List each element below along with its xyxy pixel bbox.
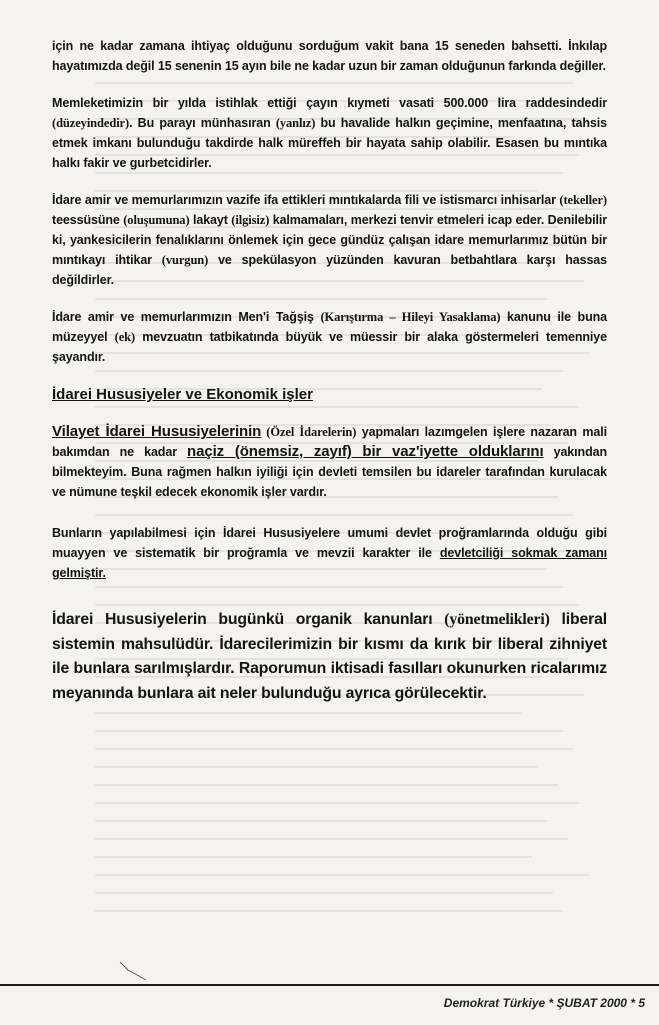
paragraph-2-gloss: (yanlız) <box>275 116 316 130</box>
paragraph-5-underlined-text: Vilayet İdarei Hususiyelerinin <box>52 423 262 440</box>
paragraph-4-text: İdare amir ve memurlarımızın Men'i Tağşiş <box>52 310 321 324</box>
paragraph-2 <box>52 93 607 173</box>
paragraph-7-text: liberal sistemin mahsulüdür. İdarecilerimizin bir kısmı da kırık bir liberal zihniyet ile bunlara sarılmışlardır. Raporumun iktisadi fasılları okunurken ricalarımız meyanında bunlara ait neler bulunduğu ayrıca görülecektir. <box>52 611 607 702</box>
paragraph-3-gloss: (vurgun) <box>161 253 209 267</box>
paragraph-6-text: Bunların yapılabilmesi için İdarei Hususiyelere umumi devlet proğramlarında olduğu gibi muayyen ve sistematik bir proğramla ve mevzii karakter ile <box>52 526 607 560</box>
paragraph-6-underlined-text: devletciliği sokmak zamanı gelmiştir. <box>52 546 607 580</box>
paragraph-4 <box>52 307 607 367</box>
paragraph-3-text: teessüsüne <box>52 213 124 227</box>
paragraph-5-underlined-text: naçiz (önemsiz, zayıf) bir vaz'iyette olduklarını <box>187 443 544 460</box>
paragraph-7-text: İdarei Hususiyelerin bugünkü organik kanunları <box>52 611 445 628</box>
paragraph-1-text: için ne kadar zamana ihtiyaç olduğunu sorduğum vakit bana 15 seneden bahsetti. İnkılap hayatımızda değil 15 senenin 15 ayın bile ne kadar uzun bir zaman olduğunun farkında değiller. <box>52 39 607 73</box>
paragraph-3-gloss: (ilgisiz) <box>231 213 270 227</box>
paragraph-2-text: bu havalide halkın geçimine, menfaatına, tahsis etmek imkanı bulunduğu takdirde halk müreffeh bir hayata sahip olabilir. Esasen bu mıntıka halkı fakir ve gurbetcidirler. <box>52 116 607 170</box>
paragraph-3-text: İdare amir ve memurlarımızın vazife ifa ettikleri mıntıkalarda fili ve istismarcı inhisarlar <box>52 193 560 207</box>
paragraph-7 <box>52 608 607 706</box>
paragraph-5 <box>52 422 607 502</box>
pen-mark <box>118 960 148 982</box>
article-body <box>52 36 607 706</box>
section-heading: İdarei Hususiyeler ve Ekonomik işler <box>52 386 313 403</box>
paragraph-4-gloss: (Karıştırma – Hileyi Yasaklama) <box>320 310 501 324</box>
paragraph-6 <box>52 523 607 583</box>
paragraph-3-text: ve spekülasyon yüzünden kavuran betbahtlara karşı hassas değildirler. <box>52 253 607 287</box>
page-footer: Demokrat Türkiye * ŞUBAT 2000 * 5 <box>443 996 645 1010</box>
paragraph-3 <box>52 190 607 290</box>
paragraph-2-text: Memleketimizin bir yılda istihlak ettiği çayın kıymeti vasati 500.000 lira raddesindedir <box>52 96 607 110</box>
paragraph-5-text: yapmaları lazımgelen işlere nazaran mali bakımdan ne kadar <box>52 425 607 459</box>
paragraph-5-gloss: (Özel İdarelerin) <box>261 425 357 439</box>
paragraph-3-text: kalmamaları, merkezi tenvir etmeleri icap eder. Denilebilir ki, yankesicilerin fenalıklarını önlemek için gece gündüz çalışan idare memurlarımız bütün bir mıntıkayı ihtikar <box>52 213 608 267</box>
paragraph-2-text: . Bu parayı münhasıran <box>129 116 276 130</box>
paragraph-4-text: kanunu ile buna müzeyyel <box>52 310 607 344</box>
paragraph-3-gloss: (tekeller) <box>559 193 607 207</box>
paragraph-3-text: lakayt <box>189 213 232 227</box>
paragraph-7-gloss: (yönetmelikleri) <box>444 611 550 628</box>
paragraph-4-gloss: (ek) <box>114 330 136 344</box>
paragraph-2-gloss: (düzeyindedir) <box>52 116 130 130</box>
paragraph-4-text: mevzuatın tatbikatında büyük ve müessir bir alaka göstermeleri temenniye şayandır. <box>52 330 607 364</box>
footer-rule <box>0 984 659 986</box>
paragraph-1 <box>52 36 607 76</box>
paragraph-5-text: yakından bilmekteyim. Buna rağmen halkın iyiliği için devleti temsilen bu idareler tarafından kurulacak ve nümune teşkil edecek ekonomik işler vardır. <box>52 445 607 499</box>
paragraph-3-gloss: (oluşumuna) <box>123 213 190 227</box>
